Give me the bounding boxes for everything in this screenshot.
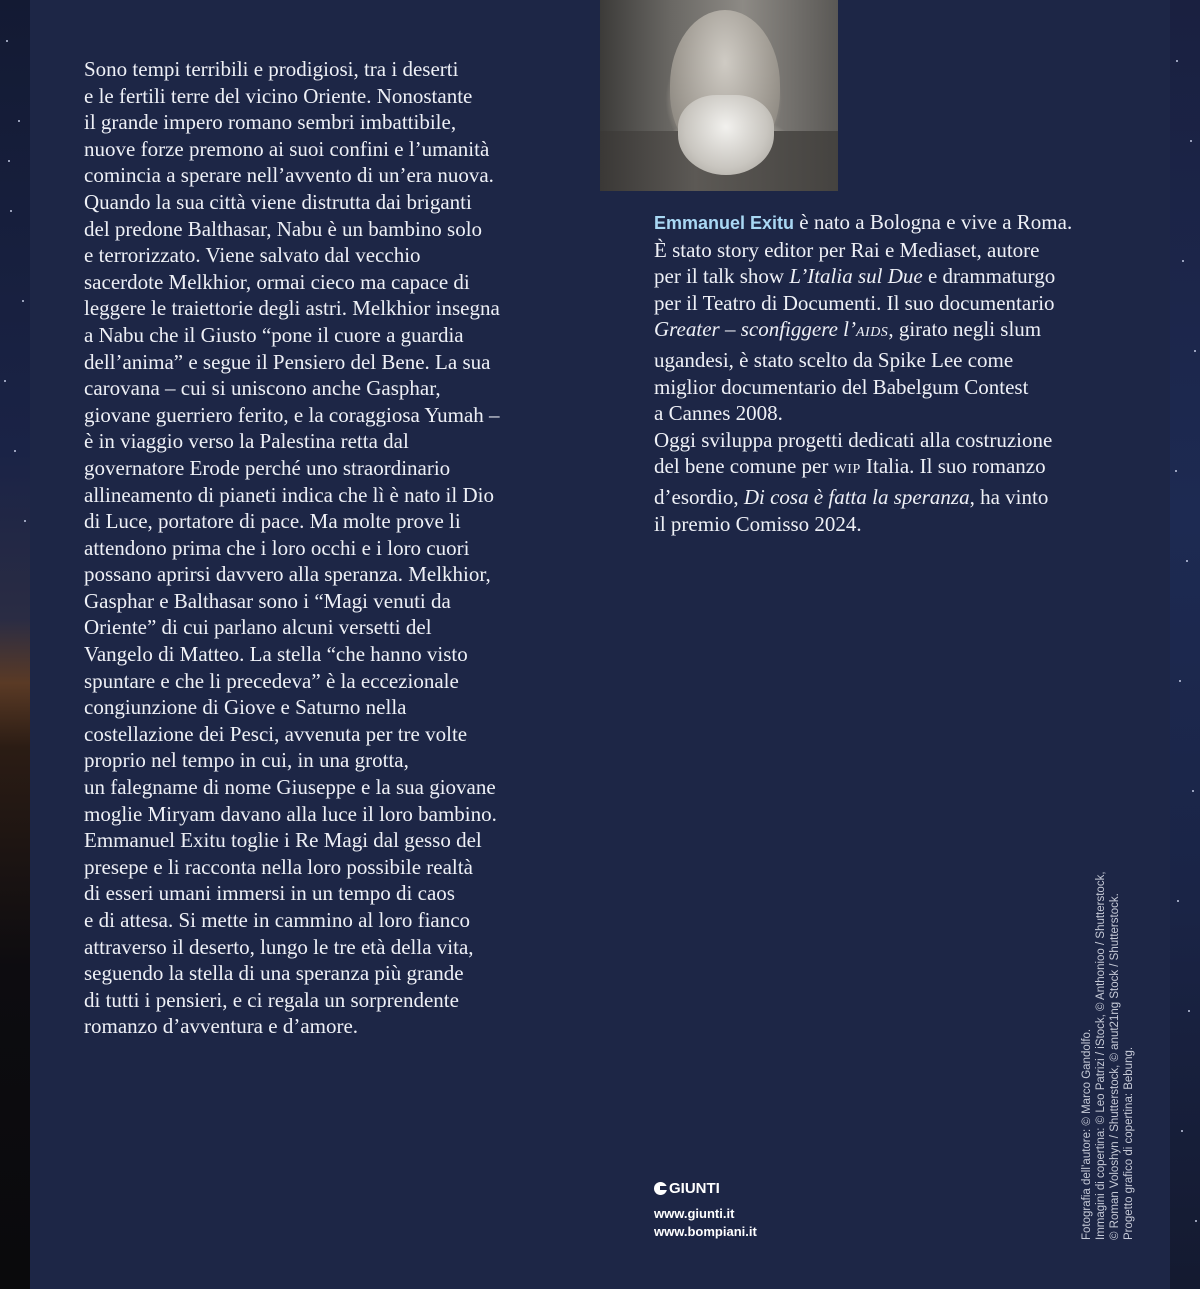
blurb-line: Emmanuel Exitu toglie i Re Magi dal gesso del <box>84 828 482 853</box>
blurb-line: presepe e li racconta nella loro possibile realtà <box>84 854 473 879</box>
documentary-title: Greater – sconfiggere l’ <box>654 317 856 342</box>
night-sky-right-edge <box>1170 0 1200 1289</box>
bio-line: Oggi sviluppa progetti dedicati alla costruzione <box>654 427 1053 452</box>
blurb-line: proprio nel tempo in cui, in una grotta, <box>84 748 409 773</box>
blurb-line: un falegname di nome Giuseppe e la sua giovane <box>84 775 496 800</box>
publisher-logo <box>654 1178 720 1198</box>
credit-line: Immagini di copertina: © Leo Patrizi / iStock, © Anthonioo / Shutterstock, <box>1095 871 1107 1240</box>
bio-line: È stato story editor per Rai e Mediaset, autore <box>654 237 1040 262</box>
credit-line: Progetto grafico di copertina: Bebung. <box>1123 1046 1135 1240</box>
blurb-line: attendono prima che i loro occhi e i loro cuori <box>84 535 470 560</box>
blurb-line: leggere le traiettorie degli astri. Melkhior insegna <box>84 296 500 321</box>
blurb-line: giovane guerriero ferito, e la coraggiosa Yumah – <box>84 402 500 427</box>
bio-line: il premio Comisso 2024. <box>654 511 862 536</box>
blurb-line: Sono tempi terribili e prodigiosi, tra i deserti <box>84 57 459 81</box>
bio-line: ugandesi, è stato scelto da Spike Lee come <box>654 347 1014 372</box>
bio-line: per il Teatro di Documenti. Il suo documentario <box>654 290 1055 315</box>
bio-line: a Cannes 2008. <box>654 401 783 426</box>
blurb-line: congiunzione di Giove e Saturno nella <box>84 695 407 720</box>
blurb-line: nuove forze premono ai suoi confini e l’umanità <box>84 136 490 161</box>
blurb-line: sacerdote Melkhior, ormai cieco ma capace di <box>84 269 470 294</box>
blurb-line: di tutti i pensieri, e ci regala un sorprendente <box>84 987 459 1012</box>
blurb-line: dell’anima” e segue il Pensiero del Bene. La sua <box>84 349 491 374</box>
blurb-line: di esseri umani immersi in un tempo di caos <box>84 881 455 906</box>
publisher-logo-text: GIUNTI <box>669 1179 720 1197</box>
bio-line: d’esordio, Di cosa è fatta la speranza, ha vinto <box>654 484 1049 509</box>
blurb-line: spuntare e che li precedeva” è la eccezionale <box>84 668 459 693</box>
blurb-line: romanzo d’avventura e d’amore. <box>84 1014 359 1039</box>
author-photo-beard <box>678 95 774 175</box>
bio-line: Greater – sconfiggere l’AIDS, girato negli slum <box>654 317 1042 342</box>
publisher-websites <box>654 1205 757 1241</box>
blurb-line: Oriente” di cui parlano alcuni versetti del <box>84 615 432 640</box>
night-sky-left-edge <box>0 0 30 1289</box>
blurb-line: il grande impero romano sembri imbattibile, <box>84 110 457 135</box>
credit-line: © Roman Voloshyn / Shutterstock, © anut21ng Stock / Shutterstock. <box>1109 893 1121 1240</box>
blurb-line: attraverso il deserto, lungo le tre età della vita, <box>84 934 474 959</box>
bio-line: miglior documentario del Babelgum Contest <box>654 374 1029 399</box>
blurb-line: possano aprirsi davvero alla speranza. Melkhior, <box>84 562 491 587</box>
bio-line: Emmanuel Exitu è nato a Bologna e vive a Roma. <box>654 210 1073 234</box>
blurb-line: comincia a sperare nell’avvento di un’era nuova. <box>84 163 494 188</box>
blurb-line: seguendo la stella di una speranza più grande <box>84 961 464 986</box>
website-link-giunti[interactable]: www.giunti.it <box>654 1206 735 1221</box>
blurb-line: di Luce, portatore di pace. Ma molte prove li <box>84 509 461 534</box>
blurb-line: allineamento di pianeti indica che lì è nato il Dio <box>84 482 494 507</box>
book-blurb <box>84 56 564 1040</box>
blurb-line: Gasphar e Balthasar sono i “Magi venuti da <box>84 588 451 613</box>
blurb-line: e le fertili terre del vicino Oriente. Nonostante <box>84 83 473 108</box>
blurb-line: e terrorizzato. Viene salvato dal vecchio <box>84 243 421 268</box>
blurb-line: del predone Balthasar, Nabu è un bambino solo <box>84 216 483 241</box>
website-link-bompiani[interactable]: www.bompiani.it <box>654 1224 757 1239</box>
novel-title: Di cosa è fatta la speranza <box>743 484 970 509</box>
blurb-line: è in viaggio verso la Palestina retta dal <box>84 429 409 454</box>
author-photo <box>600 0 838 191</box>
blurb-line: a Nabu che il Giusto “pone il cuore a guardia <box>84 322 464 347</box>
blurb-line: governatore Erode perché uno straordinario <box>84 455 451 480</box>
blurb-line: e di attesa. Si mette in cammino al loro fianco <box>84 908 471 932</box>
blurb-line: carovana – cui si uniscono anche Gasphar, <box>84 376 441 401</box>
credit-line: Fotografia dell’autore: © Marco Gandolfo. <box>1081 1028 1093 1240</box>
giunti-g-icon <box>654 1182 667 1195</box>
bio-line: del bene comune per WIP Italia. Il suo romanzo <box>654 454 1046 479</box>
blurb-line: costellazione dei Pesci, avvenuta per tre volte <box>84 721 468 746</box>
author-bio <box>654 209 1114 537</box>
blurb-line: Quando la sua città viene distrutta dai briganti <box>84 189 472 214</box>
image-credits <box>1080 860 1136 1240</box>
author-name: Emmanuel Exitu <box>654 213 795 233</box>
blurb-line: Vangelo di Matteo. La stella “che hanno visto <box>84 642 468 667</box>
blurb-line: moglie Miryam davano alla luce il loro bambino. <box>84 801 497 826</box>
show-title: L’Italia sul Due <box>789 264 923 289</box>
bio-line: per il talk show L’Italia sul Due e drammaturgo <box>654 264 1056 289</box>
